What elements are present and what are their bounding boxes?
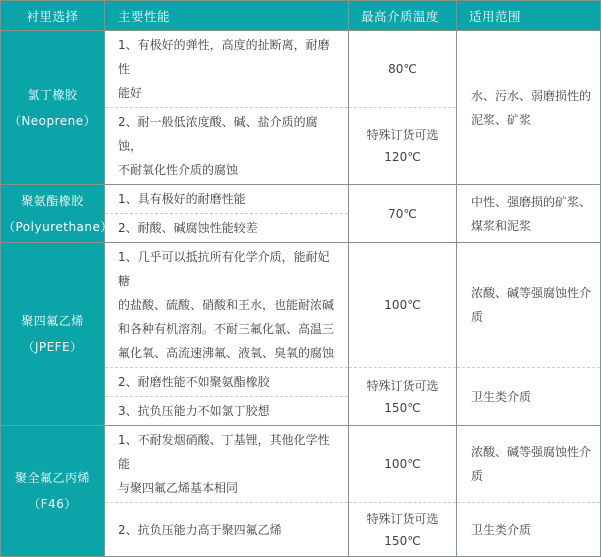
table-header-row (1, 1, 601, 31)
material-cell-f46: 聚全氟乙丙烯 （F46） (1, 426, 105, 557)
material-cell-neoprene: 氯丁橡胶 （Neoprene） (1, 31, 105, 185)
performance-cell: 1、具有极好的耐磨性能 (105, 185, 349, 214)
header-lining: 衬里选择 (1, 1, 105, 31)
scope-cell: 卫生类介质 (457, 368, 601, 426)
scope-cell: 卫生类介质 (457, 503, 601, 557)
temperature-cell: 100℃ (349, 426, 457, 503)
performance-cell: 1、有极好的弹性，高度的扯断离，耐磨性 能好 (105, 31, 349, 108)
temperature-cell: 特殊订货可选 120℃ (349, 108, 457, 185)
scope-cell: 水、污水、弱磨损性的 泥浆、矿浆 (457, 31, 601, 185)
header-performance: 主要性能 (105, 1, 349, 31)
performance-cell: 2、耐一般低浓度酸、碱、盐介质的腐蚀， 不耐氧化性介质的腐蚀 (105, 108, 349, 185)
temperature-cell: 特殊订货可选 150℃ (349, 368, 457, 426)
scope-cell: 中性、强磨损的矿浆、 煤浆和泥浆 (457, 185, 601, 243)
performance-cell: 2、耐酸、碱腐蚀性能较差 (105, 214, 349, 243)
performance-cell: 1、几乎可以抵抗所有化学介质，能耐妃糖 的盐酸、硫酸、硝酸和王水，也能耐浓碱 和各种有机溶剂。不耐三氟化氯、高温三 氟化氧、高流速沸氟、液氧、臭氧的腐蚀 (105, 243, 349, 368)
table-row (1, 31, 601, 108)
performance-cell: 3、抗负压能力不如氯丁胶想 (105, 397, 349, 426)
temperature-cell: 70℃ (349, 185, 457, 243)
performance-cell: 2、抗负压能力高于聚四氟乙烯 (105, 503, 349, 557)
header-temperature: 最高介质温度 (349, 1, 457, 31)
header-scope: 适用范围 (457, 1, 601, 31)
performance-cell: 1、不耐发烟硝酸、丁基锂，其他化学性能 与聚四氟乙烯基本相同 (105, 426, 349, 503)
temperature-cell: 特殊订货可选 150℃ (349, 503, 457, 557)
material-cell-polyurethane: 聚氨酯橡胶 （Polyurethane） (1, 185, 105, 243)
temperature-cell: 80℃ (349, 31, 457, 108)
table-row (1, 243, 601, 368)
table-row (1, 426, 601, 503)
material-cell-jpefe: 聚四氟乙烯 （JPEFE） (1, 243, 105, 426)
performance-cell: 2、耐磨性能不如聚氨酯橡胶 (105, 368, 349, 397)
scope-cell: 浓酸、碱等强腐蚀性介 质 (457, 243, 601, 368)
scope-cell: 浓酸、碱等强腐蚀性介 质 (457, 426, 601, 503)
temperature-cell: 100℃ (349, 243, 457, 368)
table-row (1, 185, 601, 214)
